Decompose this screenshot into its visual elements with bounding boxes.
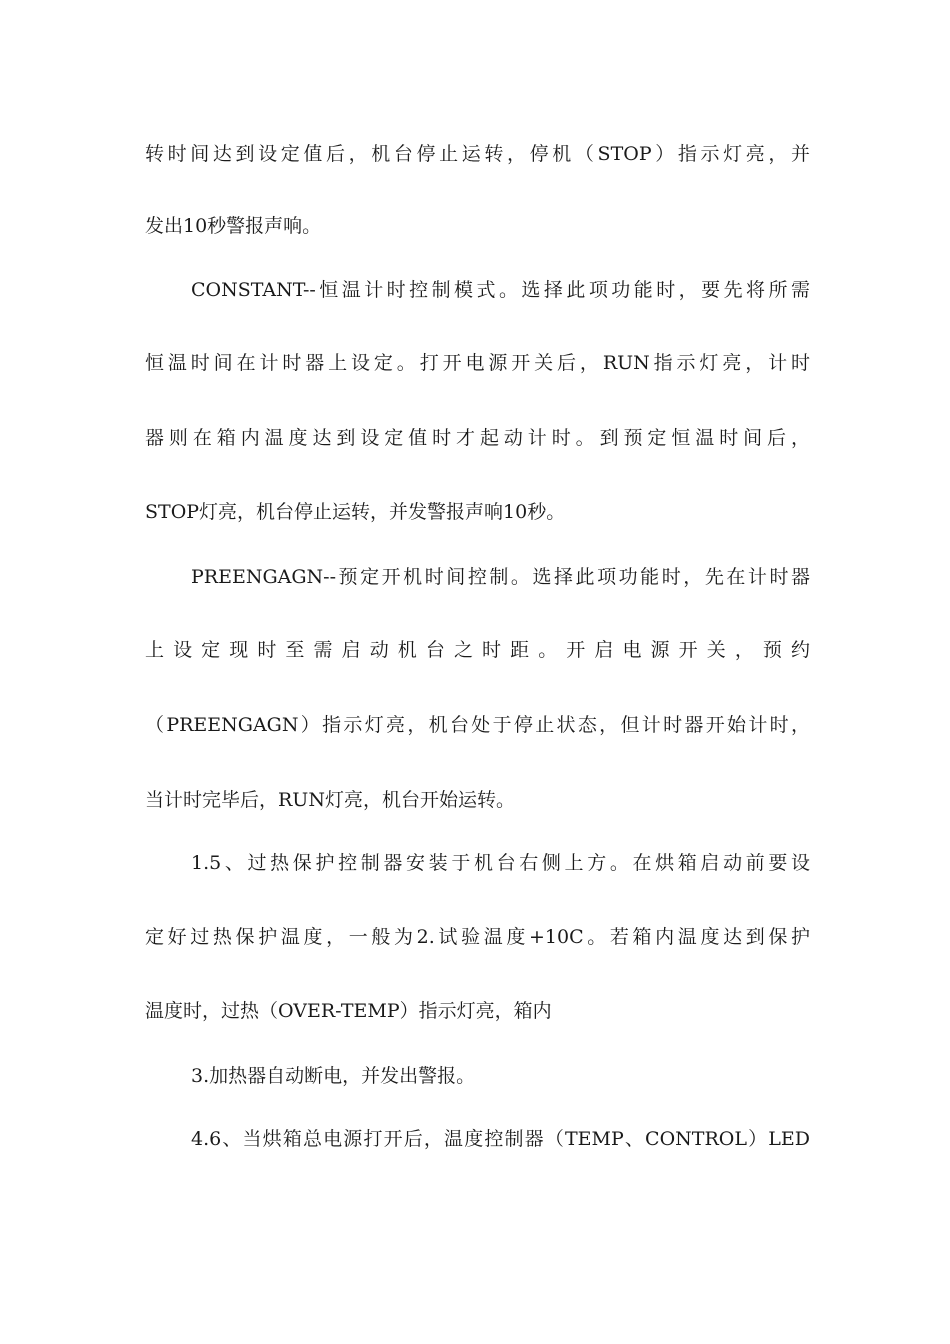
text-line: 3.加热器自动断电，并发出警报。	[191, 1065, 476, 1087]
text-line: 恒温时间在计时器上设定。打开电源开关后，RUN指示灯亮，计时	[145, 352, 810, 374]
text-line: 温度时，过热（OVER-TEMP）指示灯亮，箱内	[145, 1000, 552, 1022]
text-line: 转时间达到设定值后，机台停止运转，停机（STOP）指示灯亮，并	[145, 143, 810, 165]
text-line: STOP灯亮，机台停止运转，并发警报声响10秒。	[145, 501, 566, 523]
text-line: 定好过热保护温度，一般为2.试验温度+10C。若箱内温度达到保护	[145, 926, 810, 948]
text-line: 上设定现时至需启动机台之时距。开启电源开关，预约	[145, 639, 810, 661]
text-line: 当计时完毕后，RUN灯亮，机台开始运转。	[145, 789, 515, 811]
text-line: 4.6、当烘箱总电源打开后，温度控制器（TEMP、CONTROL）LED	[191, 1128, 810, 1150]
text-line: 器则在箱内温度达到设定值时才起动计时。到预定恒温时间后，	[145, 427, 810, 449]
text-line: 发出10秒警报声响。	[145, 215, 322, 237]
text-line: CONSTANT--恒温计时控制模式。选择此项功能时，要先将所需	[191, 279, 810, 301]
text-line: 1.5、过热保护控制器安装于机台右侧上方。在烘箱启动前要设	[191, 852, 810, 874]
text-line: PREENGAGN--预定开机时间控制。选择此项功能时，先在计时器	[191, 566, 810, 588]
text-line: （PREENGAGN）指示灯亮，机台处于停止状态，但计时器开始计时，	[145, 714, 810, 736]
